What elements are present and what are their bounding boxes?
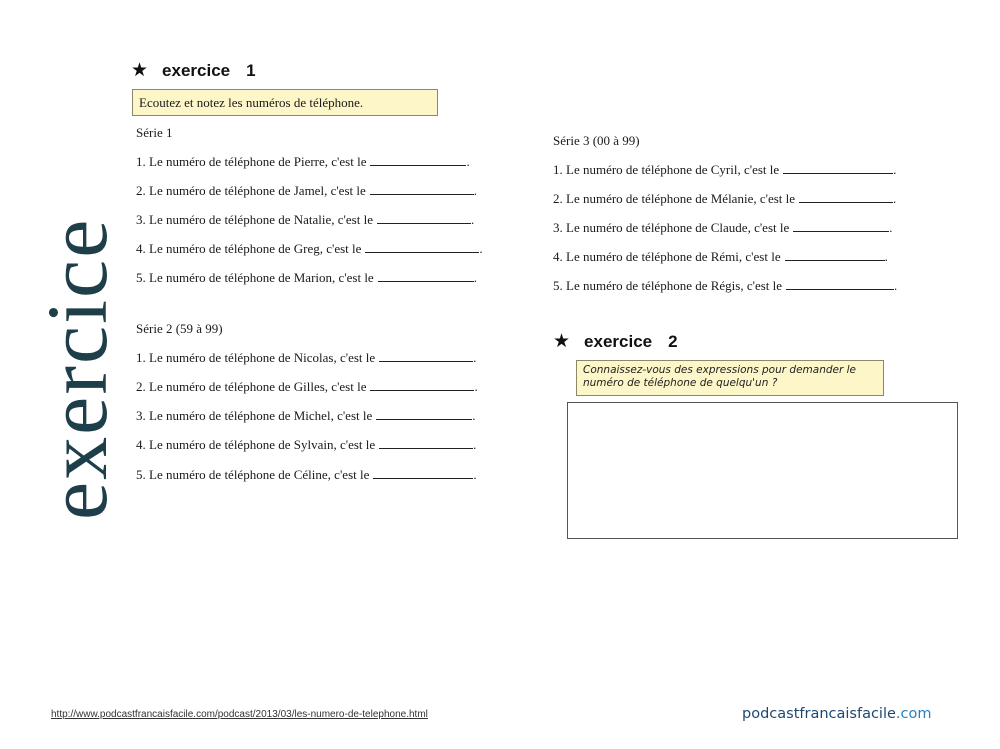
line-text: 1. Le numéro de téléphone de Nicolas, c'est le bbox=[136, 350, 376, 365]
series-3-title: Série 3 (00 à 99) bbox=[553, 133, 640, 148]
line-text: 5. Le numéro de téléphone de Régis, c'est le bbox=[553, 278, 783, 293]
line-end: . bbox=[479, 241, 483, 256]
answer-blank[interactable] bbox=[378, 271, 474, 282]
exercise-2-label: exercice bbox=[584, 332, 653, 351]
exercise-1-label: exercice bbox=[162, 61, 231, 80]
line-text: 2. Le numéro de téléphone de Jamel, c'est le bbox=[136, 183, 366, 198]
series-2-line-3 bbox=[136, 408, 476, 424]
line-end: . bbox=[466, 154, 470, 169]
series-1-line-1 bbox=[136, 154, 470, 170]
line-text: 4. Le numéro de téléphone de Greg, c'est le bbox=[136, 241, 362, 256]
series-1-line-3 bbox=[136, 212, 474, 228]
line-end: . bbox=[470, 212, 475, 227]
exercise-1-heading bbox=[131, 59, 256, 82]
line-end: . bbox=[473, 350, 477, 365]
line-end: . bbox=[893, 191, 897, 206]
line-text: 5. Le numéro de téléphone de Marion, c'est le bbox=[136, 270, 374, 285]
series-3-line-2 bbox=[553, 191, 896, 207]
line-end: . bbox=[893, 162, 897, 177]
side-title: exercice bbox=[29, 217, 125, 520]
series-2-line-4 bbox=[136, 437, 476, 453]
line-text: 4. Le numéro de téléphone de Rémi, c'est le bbox=[553, 249, 781, 264]
exercise-2-number: 2 bbox=[668, 332, 678, 351]
answer-box[interactable] bbox=[567, 402, 958, 539]
series-2-line-5 bbox=[136, 467, 477, 483]
answer-blank[interactable] bbox=[786, 279, 894, 290]
brand-name: podcastfrancaisfacile bbox=[742, 706, 896, 722]
line-text: 3. Le numéro de téléphone de Natalie, c'est le bbox=[136, 212, 373, 227]
answer-blank[interactable] bbox=[783, 163, 893, 174]
series-3-line-3 bbox=[553, 220, 893, 236]
answer-blank[interactable] bbox=[365, 242, 479, 253]
series-1-title: Série 1 bbox=[136, 125, 173, 140]
line-end: . bbox=[889, 220, 893, 235]
exercise-1-instruction: Ecoutez et notez les numéros de téléphone. bbox=[132, 89, 438, 116]
line-text: 2. Le numéro de téléphone de Gilles, c'est le bbox=[136, 379, 367, 394]
line-end: . bbox=[474, 379, 478, 394]
line-text: 4. Le numéro de téléphone de Sylvain, c'est le bbox=[136, 437, 376, 452]
answer-blank[interactable] bbox=[377, 213, 471, 224]
line-end: . bbox=[473, 270, 477, 285]
exercise-1-number: 1 bbox=[246, 61, 256, 80]
line-text: 1. Le numéro de téléphone de Cyril, c'est le bbox=[553, 162, 780, 177]
answer-blank[interactable] bbox=[370, 184, 474, 195]
series-3-line-5 bbox=[553, 278, 897, 294]
series-3-line-1 bbox=[553, 162, 896, 178]
star-icon: ★ bbox=[131, 60, 149, 81]
line-text: 3. Le numéro de téléphone de Michel, c'est le bbox=[136, 408, 373, 423]
brand-logo bbox=[742, 706, 931, 722]
line-end: . bbox=[473, 437, 477, 452]
brand-domain: .com bbox=[895, 706, 932, 722]
line-end: . bbox=[473, 183, 478, 198]
line-end: . bbox=[894, 278, 898, 293]
answer-blank[interactable] bbox=[799, 192, 893, 203]
series-1-line-5 bbox=[136, 270, 477, 286]
line-end: . bbox=[884, 249, 888, 264]
star-icon: ★ bbox=[553, 331, 571, 352]
line-text: 1. Le numéro de téléphone de Pierre, c'est le bbox=[136, 154, 367, 169]
answer-blank[interactable] bbox=[370, 380, 474, 391]
answer-blank[interactable] bbox=[785, 250, 885, 261]
series-2-line-2 bbox=[136, 379, 478, 395]
line-text: 2. Le numéro de téléphone de Mélanie, c'est le bbox=[553, 191, 796, 206]
answer-blank[interactable] bbox=[373, 468, 473, 479]
answer-blank[interactable] bbox=[379, 438, 473, 449]
exercise-2-instruction: Connaissez-vous des expressions pour demander le numéro de téléphone de quelqu'un ? bbox=[576, 360, 884, 396]
series-3-line-4 bbox=[553, 249, 888, 265]
line-end: . bbox=[472, 408, 476, 423]
answer-blank[interactable] bbox=[370, 155, 466, 166]
answer-blank[interactable] bbox=[793, 221, 889, 232]
exercise-2-heading bbox=[553, 330, 678, 353]
series-1-line-2 bbox=[136, 183, 477, 199]
footer-url-link[interactable]: http://www.podcastfrancaisfacile.com/podcast/2013/03/les-numero-de-telephone.html bbox=[51, 709, 428, 720]
line-end: . bbox=[473, 467, 477, 482]
series-2-title: Série 2 (59 à 99) bbox=[136, 321, 223, 336]
series-2-line-1 bbox=[136, 350, 476, 366]
series-1-line-4 bbox=[136, 241, 483, 257]
line-text: 5. Le numéro de téléphone de Céline, c'est le bbox=[136, 467, 370, 482]
line-text: 3. Le numéro de téléphone de Claude, c'est le bbox=[553, 220, 790, 235]
answer-blank[interactable] bbox=[379, 351, 473, 362]
answer-blank[interactable] bbox=[376, 409, 472, 420]
